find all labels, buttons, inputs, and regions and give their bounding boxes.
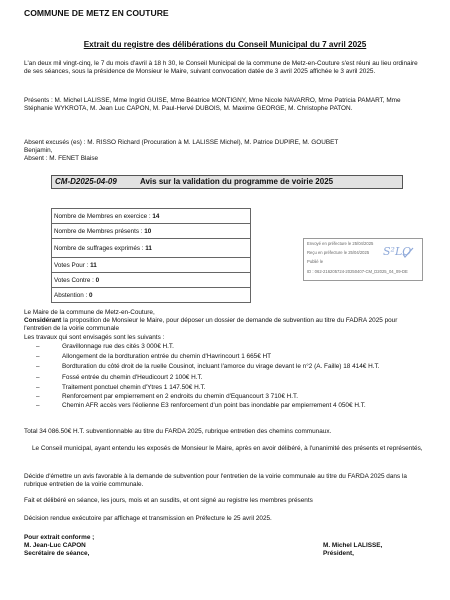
commune-name: COMMUNE DE METZ EN COUTURE: [24, 8, 169, 18]
vote-value: 0: [95, 276, 100, 284]
document-title: Extrait du registre des délibérations du Conseil Municipal du 7 avril 2025: [83, 40, 367, 49]
fait-line: Fait et délibéré en séance, les jours, mois et an susdits, et ont signé au registre les membres présents: [24, 497, 313, 504]
secretary-signature-block: [24, 534, 94, 559]
stamp-recu: Reçu en préfecture le 25/04/2025: [307, 250, 370, 255]
works-list: [24, 343, 434, 410]
table-row: [52, 273, 251, 288]
vote-value: 14: [152, 212, 160, 220]
work-item-text: Chemin AFR accès vers l'éolienne E3 renforcement d'un point bas inondable par empierrement 4 050€ H.T.: [62, 402, 366, 410]
table-row: [52, 224, 251, 239]
council-paragraph: Le Conseil municipal, ayant entendu les exposés de Monsieur le Maire, après en avoir délibéré, à l'unanimité des présents et représentés,: [32, 445, 423, 452]
stamp-envoi: Envoyé en préfecture le 25/04/2025: [307, 241, 374, 246]
work-item-text: Fossé entrée du chemin d'Heudicourt 2 100€ H.T.: [62, 373, 203, 381]
secretary-name: M. Jean-Luc CAPON: [24, 542, 86, 550]
s2lo-logo-icon: [382, 243, 416, 259]
considerant-text: la proposition de Monsieur le Maire, pour déposer un dossier de demande de subvention au titre du FADRA 2025 pour l'entretien de la voirie communale: [24, 317, 398, 333]
vote-value: 11: [145, 244, 152, 252]
work-item-text: Gravillonnage rue des cités 3 000€ H.T.: [62, 343, 174, 350]
list-item: – Traitement ponctuel chemin d'Ytres 1 147.50€ H.T.: [36, 383, 206, 391]
presents-paragraph: Présents : M. Michel LALISSE, Mme Ingrid GUISE, Mme Béatrice MONTIGNY, Mme Nicole NAVARRO, Mme Patricia PAMART, Mme Stéphanie WYKROTA, M. Jean Luc CAPON, M. Paul-Hervé DUBOIS, M. Maxime GEORGE, M. Christophe PATON.: [24, 97, 401, 113]
work-item-text: Allongement de la bordturation entrée du chemin d'Havrincourt 1 665€ HT: [62, 353, 272, 361]
votes-table: [51, 208, 251, 303]
considerant-label: Considérant: [24, 317, 62, 324]
work-item-text: Traitement ponctuel chemin d'Ytres 1 147.50€ H.T.: [62, 383, 206, 391]
absents-block: [24, 139, 424, 164]
president-name: M. Michel LALISSE,: [323, 542, 383, 549]
prefecture-stamp: [303, 238, 423, 281]
president-role: Président,: [323, 550, 354, 558]
work-item-text: Renforcement par empierrement en 2 endroits du chemin d'Equancourt 3 710€ H.T.: [62, 393, 299, 401]
table-row: [52, 288, 251, 303]
vote-label: Nombre de Membres présents :: [54, 227, 145, 235]
considerant-paragraph: [24, 317, 424, 333]
total-line: Total 34 086.50€ H.T. subventionnable au titre du FARDA 2025, rubrique entretien des chemins communaux.: [24, 428, 332, 435]
list-item: – Renforcement par empierrement en 2 endroits du chemin d'Equancourt 3 710€ H.T.: [36, 393, 299, 401]
absents-line: Absent excusés (es) : M. RISSO Richard (Procuration à M. LALISSE Michel), M. Patrice DUPIRE, M. GOUBET: [24, 139, 339, 146]
maire-line: Le Maire de la commune de Metz-en-Couture,: [24, 309, 155, 316]
vote-value: 0: [89, 291, 93, 299]
travaux-intro: Les travaux qui sont envisagés sont les suivants :: [24, 334, 165, 341]
list-item: – Gravillonnage rue des cités 3 000€ H.T.: [36, 343, 174, 350]
vote-label: Votes Contre :: [54, 276, 96, 284]
vote-label: Nombre de suffrages exprimés :: [54, 244, 146, 252]
list-item: – Fossé entrée du chemin d'Heudicourt 2 100€ H.T.: [36, 373, 203, 381]
intro-paragraph: L'an deux mil vingt-cinq, le 7 du mois d'avril à 18 h 30, le Conseil Municipal de la commune de Metz-en-Couture s'est réuni au lieu ordinaire de ses séances, sous la présidence de Monsieur le Maire, suivant convocation datée de 3 avril 2025 affichée le 3 avril 2025.: [24, 60, 418, 76]
deliberation-subject: Avis sur la validation du programme de voirie 2025: [140, 177, 334, 186]
absents-line: Benjamin,: [24, 147, 53, 155]
list-item: – Allongement de la bordturation entrée du chemin d'Havrincourt 1 665€ HT: [36, 353, 272, 361]
table-row: [52, 209, 251, 224]
vote-label: Abstention :: [54, 291, 90, 299]
absents-line: Absent : M. FENET Blaise: [24, 155, 99, 163]
table-row: [52, 239, 251, 258]
decide-paragraph: Décide d'émettre un avis favorable à la demande de subvention pour l'entretien de la voirie communale au titre du FARDA 2025 dans la rubrique entretien de la voirie communale.: [24, 473, 407, 489]
vote-value: 10: [144, 227, 152, 235]
svg-text:S²LO: S²LO: [383, 245, 412, 258]
list-item: – Bordturation du côté droit de la ruelle Cousinot, incluant l'amorce du virage devant le n°2 (A. Faille) 18 414€ H.T.: [36, 363, 380, 371]
extrait-conforme: Pour extrait conforme ;: [24, 534, 95, 541]
stamp-publie: Publié le: [307, 259, 324, 264]
work-item-text: Bordturation du côté droit de la ruelle Cousinot, incluant l'amorce du virage devant le n°2 (A. Faille) 18 414€ H.T.: [62, 363, 380, 371]
table-row: [52, 258, 251, 273]
secretary-role: Secrétaire de séance,: [24, 550, 90, 558]
vote-value: 11: [90, 261, 97, 269]
deliberation-banner: [51, 175, 403, 189]
decision-line: Décision rendue exécutoire par affichage et transmission en Préfecture le 25 avril 2025.: [24, 515, 272, 522]
president-signature-block: [323, 542, 382, 558]
list-item: – Chemin AFR accès vers l'éolienne E3 renforcement d'un point bas inondable par empierrement 4 050€ H.T.: [36, 402, 366, 410]
stamp-id: ID : 062-216205724-20250407-CM_D2025_04_09-DE: [307, 269, 408, 274]
vote-label: Nombre de Membres en exercice :: [54, 212, 153, 220]
deliberation-reference: CM-D2025-04-09: [55, 177, 117, 186]
vote-label: Votes Pour :: [54, 261, 91, 269]
